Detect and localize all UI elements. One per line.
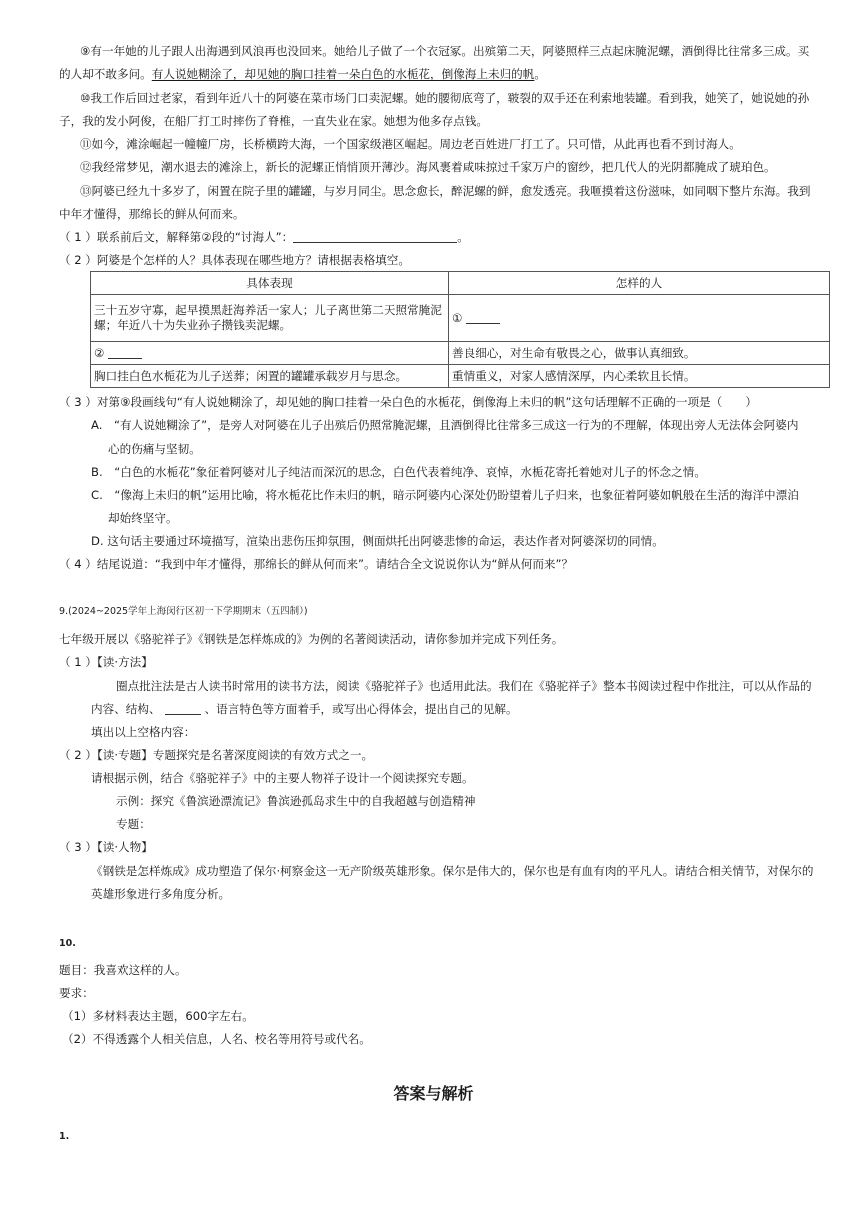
task-3-line-2: 英雄形象进行多角度分析。 (91, 887, 231, 901)
paragraph-9-end: 。 (534, 67, 546, 81)
task-1-label: （ 1 ）【读·方法】 (59, 655, 153, 669)
question-9-header (59, 604, 308, 619)
question-8-4: （ 4 ）结尾说道：“我到中年才懂得，那绵长的鲜从何而来”。请结合全文说说你认为“鲜从何而来”？ (59, 557, 574, 571)
question-9-intro: 七年级开展以《骆驼祥子》《钢铁是怎样炼成的》为例的名著阅读活动，请你参加并完成下列任务。 (59, 632, 564, 646)
fill-in-table (90, 271, 830, 388)
paragraph-9-line-1: ⑨有一年她的儿子跟人出海遇到风浪再也没回来。她给儿子做了一个衣冠冢。出殡第二天，阿婆照样三点起床腌泥螺，酒倒得比往常多三成。买 (80, 44, 810, 58)
answers-title: 答案与解析 (393, 1084, 474, 1103)
question-10-requirements: 要求： (59, 986, 94, 1000)
question-8-1-text: （ 1 ）联系前后文，解释第②段的“讨海人”： (59, 230, 294, 244)
task-1-line-1: 圈点批注法是古人读书时常用的读书方法，阅读《骆驼祥子》也适用此法。我们在《骆驼祥子》整本书阅读过程中作批注，可以从作品的 (116, 679, 812, 693)
option-c-line-1[interactable]: C. “像海上未归的帆”运用比喻，将水栀花比作未归的帆，暗示阿婆内心深处仍盼望着儿子归来，也象征着阿婆如帆般在生活的海洋中漂泊 (91, 488, 799, 502)
question-8-1-end: 。 (457, 230, 469, 244)
question-8-2: （ 2 ）阿婆是个怎样的人？具体表现在哪些地方？请根据表格填空。 (59, 253, 410, 267)
table-header-cell: 具体表现 (91, 272, 449, 295)
blank-marker: ① (452, 310, 463, 325)
question-10-topic: 题目：我喜欢这样的人。 (59, 963, 187, 977)
table-row (91, 342, 830, 365)
task-1-line-2 (91, 702, 518, 717)
option-c-line-2: 却始终坚守。 (108, 511, 178, 525)
table-cell (91, 342, 449, 365)
table-cell: 重情重义，对家人感情深厚，内心柔软且长情。 (449, 365, 830, 388)
table-row (91, 365, 830, 388)
answer-blank[interactable] (293, 230, 457, 243)
question-number: 9. (59, 606, 69, 617)
table-cell: 善良细心，对生命有敬畏之心，做事认真细致。 (449, 342, 830, 365)
paragraph-9-text: 的人却不敢多问。 (59, 67, 152, 81)
paragraph-11: ⑪如今，滩涂崛起一幢幢厂房，长桥横跨大海，一个国家级港区崛起。周边老百姓进厂打工了。只可惜，从此再也看不到讨海人。 (80, 137, 741, 151)
answer-1-number: 1. (59, 1131, 70, 1142)
table-header-cell: 怎样的人 (449, 272, 830, 295)
paragraph-10-line-2: 子，我的发小阿俊，在船厂打工时摔伤了脊椎，一直失业在家。她想为他多存点钱。 (59, 114, 488, 128)
table-cell (449, 295, 830, 342)
answer-blank[interactable] (108, 346, 142, 359)
table-cell (91, 295, 449, 342)
option-d[interactable]: D. 这句话主要通过环境描写，渲染出悲伤压抑氛围，侧面烘托出阿婆悲惨的命运，表达作者对阿婆深切的同情。 (91, 534, 664, 548)
question-8-1 (59, 230, 469, 245)
underlined-sentence: 有人说她糊涂了，却见她的胸口挂着一朵白色的水栀花，倒像海上未归的帆 (151, 67, 535, 81)
task-2-topic: 专题： (116, 817, 151, 831)
requirement-2: （2）不得透露个人相关信息，人名、校名等用符号或代名。 (62, 1032, 371, 1046)
task-2-example: 示例：探究《鲁滨逊漂流记》鲁滨逊孤岛求生中的自我超越与创造精神 (116, 794, 476, 808)
answer-blank[interactable] (165, 702, 201, 715)
table-cell-line: 三十五岁守寡，起早摸黑赶海养活一家人；儿子离世第二天照常腌泥 (94, 303, 442, 317)
task-1-text: 内容、结构、 (91, 702, 161, 716)
question-8-3: （ 3 ）对第⑨段画线句“有人说她糊涂了，却见她的胸口挂着一朵白色的水栀花，倒像海上未归的帆”这句话理解不正确的一项是（ ） (59, 395, 758, 409)
question-10-number: 10. (59, 938, 76, 949)
requirement-1: （1）多材料表达主题，600字左右。 (62, 1009, 254, 1023)
paragraph-9-line-2 (59, 67, 546, 82)
task-1-line-3: 填出以上空格内容： (91, 725, 196, 739)
answer-blank[interactable] (466, 311, 500, 324)
option-b[interactable]: B. “白色的水栀花”象征着阿婆对儿子纯洁而深沉的思念，白色代表着纯净、哀悼，水栀花寄托着她对儿子的怀念之情。 (91, 465, 706, 479)
paragraph-12: ⑫我经常梦见，潮水退去的滩涂上，新长的泥螺正悄悄顶开薄沙。海风裹着咸味掠过千家万户的窗纱，把几代人的光阴都腌成了琥珀色。 (80, 160, 776, 174)
task-2-label: （ 2 ）【读·专题】专题探究是名著深度阅读的有效方式之一。 (59, 748, 374, 762)
table-header-row (91, 272, 830, 295)
blank-marker: ② (94, 345, 105, 360)
task-1-text: 、语言特色等方面着手，或写出心得体会，提出自己的见解。 (204, 702, 518, 716)
table-row (91, 295, 830, 342)
paragraph-13-line-1: ⑬阿婆已经九十多岁了，闲置在院子里的罐罐，与岁月同尘。思念愈长，醉泥螺的鲜，愈发透亮。我咂摸着这份滋味，如同咽下整片东海。我到 (80, 184, 811, 198)
option-a-line-1[interactable]: A. “有人说她糊涂了”，是旁人对阿婆在儿子出殡后仍照常腌泥螺，且酒倒得比往常多三成这一行为的不理解，体现出旁人无法体会阿婆内 (91, 418, 799, 432)
task-2-line-1: 请根据示例，结合《骆驼祥子》中的主要人物祥子设计一个阅读探究专题。 (91, 771, 474, 785)
task-3-label: （ 3 ）【读·人物】 (59, 840, 153, 854)
option-a-line-2: 心的伤痛与坚韧。 (108, 442, 201, 456)
table-cell: 胸口挂白色水栀花为儿子送葬；闲置的罐罐承载岁月与思念。 (91, 365, 449, 388)
task-3-line-1: 《钢铁是怎样炼成》成功塑造了保尔·柯察金这一无产阶级英雄形象。保尔是伟大的，保尔也是有血有肉的平凡人。请结合相关情节，对保尔的 (91, 864, 814, 878)
paragraph-10-line-1: ⑩我工作后回过老家，看到年近八十的阿婆在菜市场门口卖泥螺。她的腰彻底弯了，皲裂的双手还在利索地装罐。看到我，她笑了，她说她的孙 (80, 91, 810, 105)
paragraph-13-line-2: 中年才懂得，那绵长的鲜从何而来。 (59, 207, 245, 221)
table-cell-line: 螺；年近八十为失业孙子攒钱卖泥螺。 (94, 318, 292, 332)
question-source: (2024~2025学年上海闵行区初一下学期期末（五四制）) (68, 606, 308, 617)
